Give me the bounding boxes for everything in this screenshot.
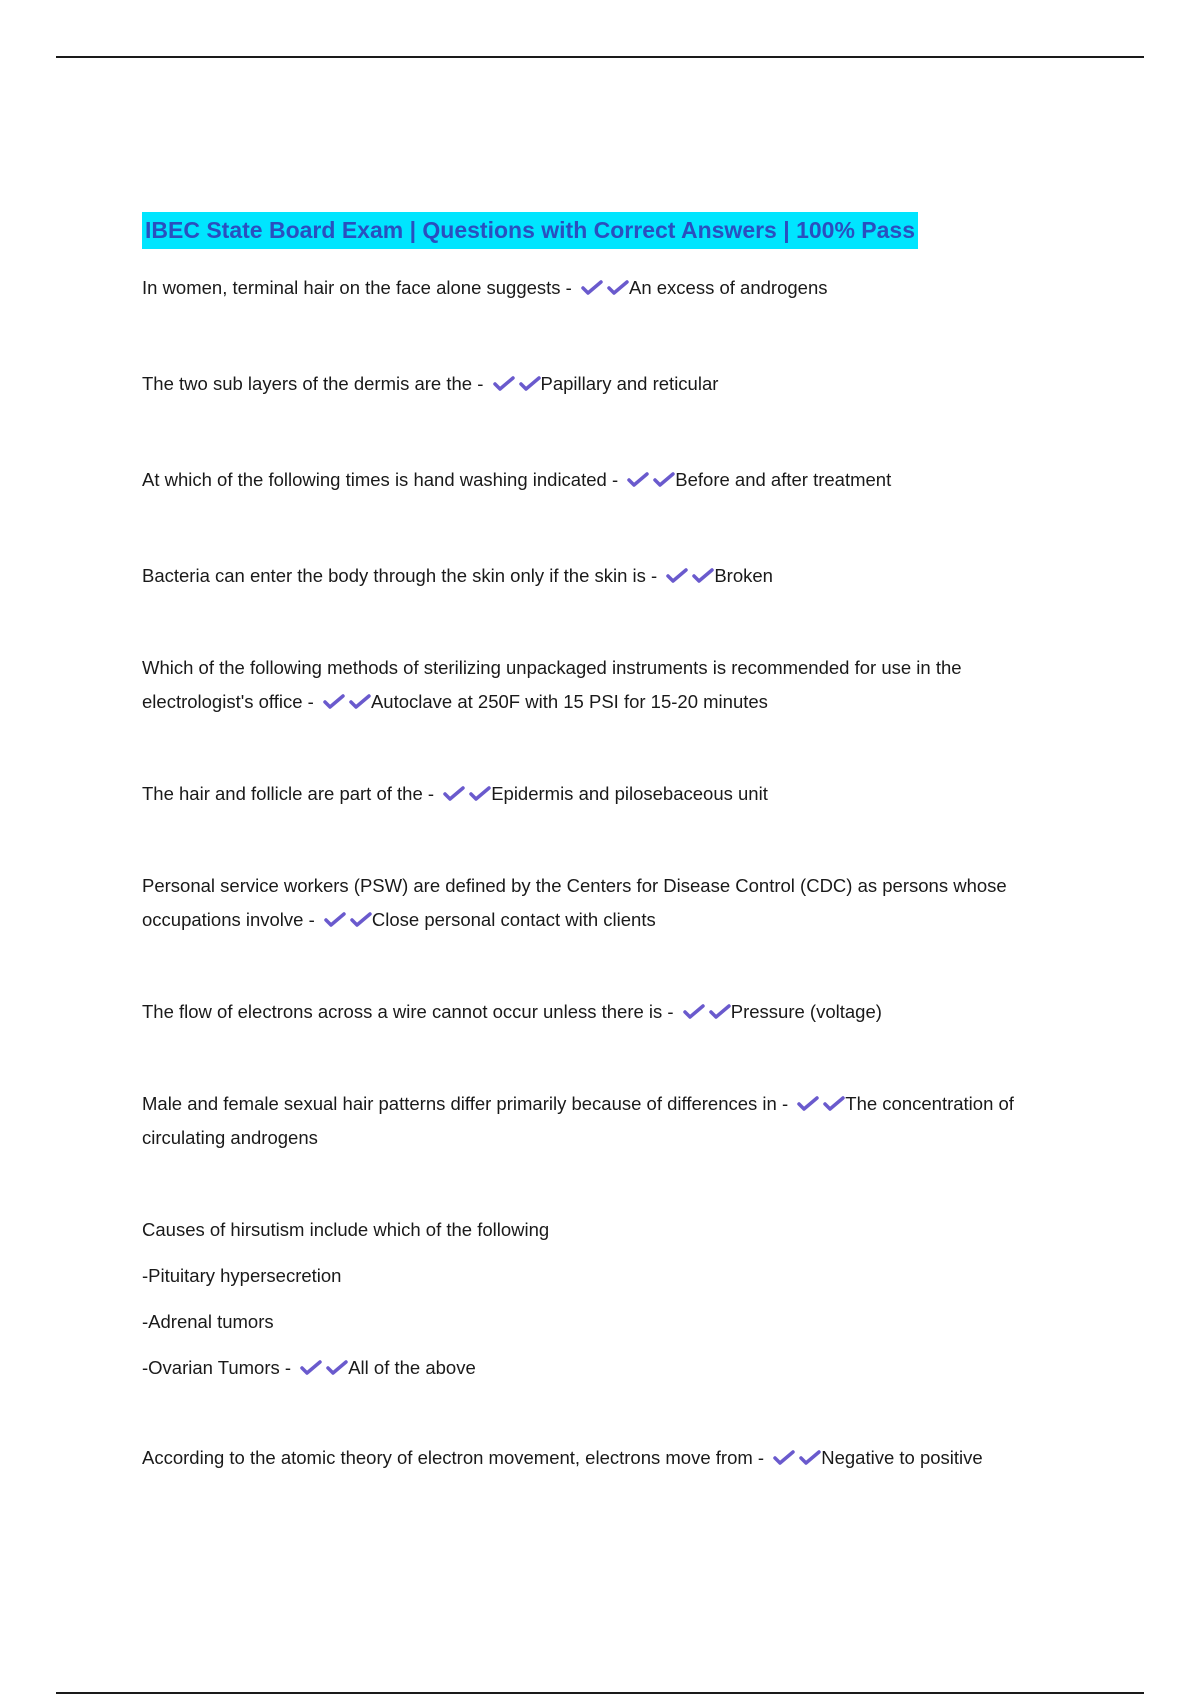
- bottom-rule: [56, 1692, 1144, 1694]
- double-check-icon: [683, 1004, 705, 1020]
- double-check-icon: [300, 1360, 322, 1376]
- double-check-icon: [627, 472, 649, 488]
- question-text: Personal service workers (PSW) are defined by the Centers for Disease Control (CDC) as persons whose occupations involve -: [142, 875, 1007, 930]
- double-check-icon: [709, 1004, 731, 1020]
- qa-item: [142, 1441, 1072, 1475]
- question-text: In women, terminal hair on the face alone suggests -: [142, 277, 572, 298]
- option-text: -Ovarian Tumors -: [142, 1357, 292, 1378]
- option-line: -Pituitary hypersecretion: [142, 1265, 342, 1286]
- qa-item: [142, 559, 1072, 593]
- top-rule: [56, 56, 1144, 58]
- option-line: -Adrenal tumors: [142, 1311, 274, 1332]
- double-check-icon: [581, 280, 603, 296]
- qa-item: [142, 777, 1072, 811]
- qa-item: [142, 869, 1072, 937]
- question-text: According to the atomic theory of electron movement, electrons move from -: [142, 1447, 765, 1468]
- question-text: The hair and follicle are part of the -: [142, 783, 435, 804]
- qa-item-multiline: [142, 1213, 1072, 1385]
- answer-text: An excess of androgens: [629, 277, 828, 298]
- double-check-icon: [350, 912, 372, 928]
- question-text: Male and female sexual hair patterns differ primarily because of differences in -: [142, 1093, 789, 1114]
- question-text: Bacteria can enter the body through the skin only if the skin is -: [142, 565, 658, 586]
- answer-text: The concentration of circulating androgens: [142, 1093, 1014, 1148]
- double-check-icon: [773, 1450, 795, 1466]
- double-check-icon: [666, 568, 688, 584]
- double-check-icon: [519, 376, 541, 392]
- double-check-icon: [323, 694, 345, 710]
- qa-item: [142, 463, 1072, 497]
- double-check-icon: [469, 786, 491, 802]
- double-check-icon: [797, 1096, 819, 1112]
- double-check-icon: [823, 1096, 845, 1112]
- qa-item: [142, 271, 1072, 305]
- double-check-icon: [493, 376, 515, 392]
- answer-text: Before and after treatment: [675, 469, 892, 490]
- qa-item: [142, 1087, 1072, 1155]
- question-text: The flow of electrons across a wire cannot occur unless there is -: [142, 1001, 674, 1022]
- question-text: Causes of hirsutism include which of the following: [142, 1219, 550, 1240]
- double-check-icon: [443, 786, 465, 802]
- answer-text: Pressure (voltage): [730, 1001, 882, 1022]
- double-check-icon: [799, 1450, 821, 1466]
- qa-item: [142, 651, 1072, 719]
- question-text: Which of the following methods of sterilizing unpackaged instruments is recommended for use in the electrologist's office -: [142, 657, 962, 712]
- qa-item: [142, 995, 1072, 1029]
- answer-text: Broken: [714, 565, 773, 586]
- question-text: The two sub layers of the dermis are the -: [142, 373, 484, 394]
- question-text: At which of the following times is hand washing indicated -: [142, 469, 619, 490]
- option-line-last: [142, 1351, 1072, 1385]
- answer-text: Autoclave at 250F with 15 PSI for 15-20 minutes: [370, 691, 768, 712]
- double-check-icon: [692, 568, 714, 584]
- double-check-icon: [324, 912, 346, 928]
- double-check-icon: [607, 280, 629, 296]
- double-check-icon: [326, 1360, 348, 1376]
- answer-text: Epidermis and pilosebaceous unit: [491, 783, 768, 804]
- answer-text: Negative to positive: [821, 1447, 983, 1468]
- document-body: [142, 212, 1072, 1475]
- double-check-icon: [349, 694, 371, 710]
- answer-text: Papillary and reticular: [540, 373, 719, 394]
- answer-text: Close personal contact with clients: [371, 909, 656, 930]
- answer-text: All of the above: [348, 1357, 476, 1378]
- qa-item: [142, 367, 1072, 401]
- double-check-icon: [653, 472, 675, 488]
- document-title: IBEC State Board Exam | Questions with Correct Answers | 100% Pass: [142, 212, 918, 249]
